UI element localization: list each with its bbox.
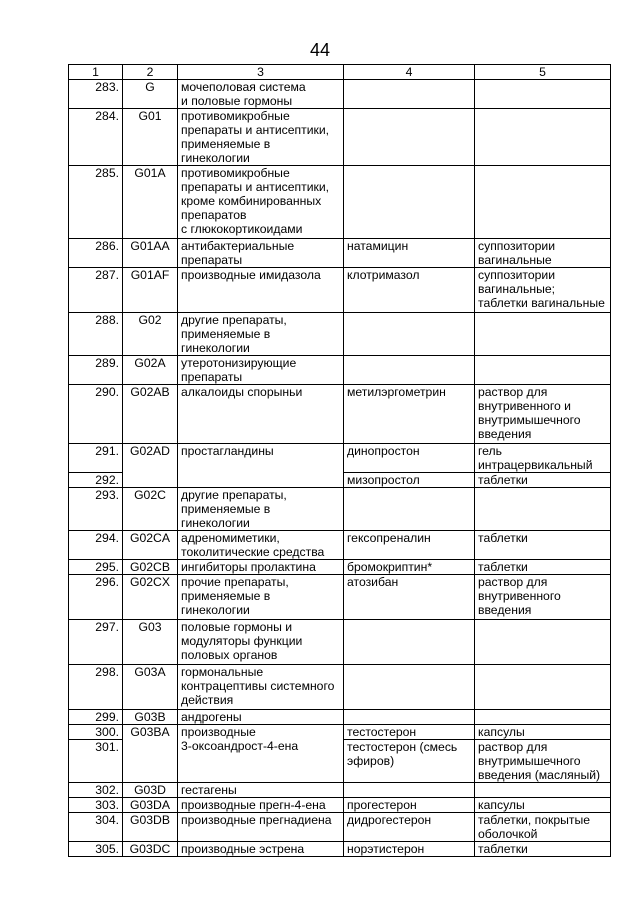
drug-name-cell: [344, 166, 475, 239]
column-header-2: 2: [123, 65, 178, 80]
table-row: [69, 798, 611, 813]
group-name-cell: половые гормоны и модуляторы функции половых органов: [178, 620, 344, 665]
drug-name-cell: бромокриптин*: [344, 560, 475, 575]
group-name-cell: производные эстрена: [178, 842, 344, 857]
dosage-form-cell: таблетки: [475, 531, 611, 560]
table-row: [69, 239, 611, 268]
dosage-form-cell: раствор для внутривенного введения: [475, 575, 611, 620]
dosage-form-cell: [475, 488, 611, 531]
table-row: [69, 166, 611, 239]
row-number-cell: 301.: [69, 740, 123, 783]
row-number-cell: 284.: [69, 109, 123, 166]
atc-code-cell: G03A: [123, 665, 178, 710]
table-row: [69, 575, 611, 620]
table-row: [69, 783, 611, 798]
table-row: [69, 665, 611, 710]
group-name-cell: адреномиметики, токолитические средства: [178, 531, 344, 560]
row-number-cell: 293.: [69, 488, 123, 531]
row-number-cell: 288.: [69, 313, 123, 356]
atc-code-cell: G01AA: [123, 239, 178, 268]
atc-code-cell: G02AD: [123, 444, 178, 488]
group-name-cell: противомикробные препараты и антисептики, кроме комбинированных препаратов с глюкокортикоидами: [178, 166, 344, 239]
atc-code-cell: G03: [123, 620, 178, 665]
table-row: [69, 488, 611, 531]
drug-name-cell: клотримазол: [344, 268, 475, 313]
row-number-cell: 291.: [69, 444, 123, 473]
group-name-cell: ингибиторы пролактина: [178, 560, 344, 575]
group-name-cell: другие препараты, применяемые в гинекологии: [178, 488, 344, 531]
atc-code-cell: G02AB: [123, 385, 178, 444]
table-row: [69, 620, 611, 665]
table-row: [69, 842, 611, 857]
drug-name-cell: дидрогестерон: [344, 813, 475, 842]
atc-code-cell: G02CA: [123, 531, 178, 560]
group-name-cell: утеротонизирующие препараты: [178, 356, 344, 385]
row-number-cell: 295.: [69, 560, 123, 575]
dosage-form-cell: [475, 620, 611, 665]
row-number-cell: 302.: [69, 783, 123, 798]
atc-code-cell: G01: [123, 109, 178, 166]
group-name-cell: другие препараты, применяемые в гинекологии: [178, 313, 344, 356]
drug-name-cell: [344, 80, 475, 109]
drug-name-cell: динопростон: [344, 444, 475, 473]
table-row: [69, 444, 611, 473]
dosage-form-cell: суппозитории вагинальные: [475, 239, 611, 268]
row-number-cell: 300.: [69, 725, 123, 740]
drug-name-cell: [344, 109, 475, 166]
row-number-cell: 283.: [69, 80, 123, 109]
dosage-form-cell: таблетки: [475, 473, 611, 488]
drug-name-cell: [344, 356, 475, 385]
dosage-form-cell: [475, 166, 611, 239]
drug-name-cell: мизопростол: [344, 473, 475, 488]
dosage-form-cell: [475, 783, 611, 798]
group-name-cell: производные 3-оксоандрост-4-ена: [178, 725, 344, 783]
row-number-cell: 297.: [69, 620, 123, 665]
row-number-cell: 305.: [69, 842, 123, 857]
atc-code-cell: G03B: [123, 710, 178, 725]
group-name-cell: производные прегнадиена: [178, 813, 344, 842]
drug-name-cell: тестостерон: [344, 725, 475, 740]
row-number-cell: 289.: [69, 356, 123, 385]
table-row: [69, 710, 611, 725]
dosage-form-cell: [475, 665, 611, 710]
drug-name-cell: прогестерон: [344, 798, 475, 813]
row-number-cell: 285.: [69, 166, 123, 239]
atc-code-cell: G: [123, 80, 178, 109]
drug-name-cell: норэтистерон: [344, 842, 475, 857]
column-header-5: 5: [475, 65, 611, 80]
row-number-cell: 296.: [69, 575, 123, 620]
drug-name-cell: метилэргометрин: [344, 385, 475, 444]
dosage-form-cell: капсулы: [475, 725, 611, 740]
drug-name-cell: атозибан: [344, 575, 475, 620]
atc-code-cell: G02C: [123, 488, 178, 531]
dosage-form-cell: [475, 109, 611, 166]
dosage-form-cell: суппозитории вагинальные; таблетки вагинальные: [475, 268, 611, 313]
dosage-form-cell: таблетки: [475, 842, 611, 857]
dosage-form-cell: [475, 710, 611, 725]
group-name-cell: противомикробные препараты и антисептики, применяемые в гинекологии: [178, 109, 344, 166]
column-header-1: 1: [69, 65, 123, 80]
table-row: [69, 80, 611, 109]
group-name-cell: гормональные контрацептивы системного действия: [178, 665, 344, 710]
group-name-cell: мочеполовая система и половые гормоны: [178, 80, 344, 109]
atc-code-cell: G02: [123, 313, 178, 356]
atc-code-cell: G02A: [123, 356, 178, 385]
drug-name-cell: [344, 620, 475, 665]
table-row: [69, 109, 611, 166]
table-row: [69, 356, 611, 385]
drug-name-cell: тестостерон (смесь эфиров): [344, 740, 475, 783]
atc-code-cell: G03DA: [123, 798, 178, 813]
table-row: [69, 813, 611, 842]
group-name-cell: антибактериальные препараты: [178, 239, 344, 268]
group-name-cell: производные имидазола: [178, 268, 344, 313]
row-number-cell: 292.: [69, 473, 123, 488]
dosage-form-cell: [475, 80, 611, 109]
group-name-cell: прочие препараты, применяемые в гинекологии: [178, 575, 344, 620]
dosage-form-cell: гель интрацервикальный: [475, 444, 611, 473]
group-name-cell: простагландины: [178, 444, 344, 488]
dosage-form-cell: [475, 313, 611, 356]
dosage-form-cell: капсулы: [475, 798, 611, 813]
row-number-cell: 287.: [69, 268, 123, 313]
drug-name-cell: натамицин: [344, 239, 475, 268]
column-header-3: 3: [178, 65, 344, 80]
table-row: [69, 560, 611, 575]
drug-name-cell: [344, 313, 475, 356]
row-number-cell: 290.: [69, 385, 123, 444]
drug-table: [68, 64, 611, 857]
atc-code-cell: G03DC: [123, 842, 178, 857]
drug-name-cell: гексопреналин: [344, 531, 475, 560]
group-name-cell: гестагены: [178, 783, 344, 798]
group-name-cell: производные прегн-4-ена: [178, 798, 344, 813]
atc-code-cell: G01A: [123, 166, 178, 239]
table-row: [69, 531, 611, 560]
atc-code-cell: G03BA: [123, 725, 178, 783]
drug-name-cell: [344, 665, 475, 710]
drug-name-cell: [344, 783, 475, 798]
atc-code-cell: G03D: [123, 783, 178, 798]
page-number: 44: [309, 40, 331, 60]
column-header-4: 4: [344, 65, 475, 80]
group-name-cell: алкалоиды спорыньи: [178, 385, 344, 444]
group-name-cell: андрогены: [178, 710, 344, 725]
row-number-cell: 303.: [69, 798, 123, 813]
atc-code-cell: G02CX: [123, 575, 178, 620]
atc-code-cell: G03DB: [123, 813, 178, 842]
row-number-cell: 299.: [69, 710, 123, 725]
row-number-cell: 286.: [69, 239, 123, 268]
table-row: [69, 313, 611, 356]
row-number-cell: 298.: [69, 665, 123, 710]
row-number-cell: 304.: [69, 813, 123, 842]
table-row: [69, 725, 611, 740]
dosage-form-cell: [475, 356, 611, 385]
dosage-form-cell: раствор для внутримышечного введения (масляный): [475, 740, 611, 783]
dosage-form-cell: таблетки: [475, 560, 611, 575]
dosage-form-cell: раствор для внутривенного и внутримышечного введения: [475, 385, 611, 444]
table-row: [69, 385, 611, 444]
header-row: [69, 65, 611, 80]
row-number-cell: 294.: [69, 531, 123, 560]
drug-name-cell: [344, 488, 475, 531]
dosage-form-cell: таблетки, покрытые оболочкой: [475, 813, 611, 842]
atc-code-cell: G01AF: [123, 268, 178, 313]
table-row: [69, 268, 611, 313]
drug-name-cell: [344, 710, 475, 725]
atc-code-cell: G02CB: [123, 560, 178, 575]
